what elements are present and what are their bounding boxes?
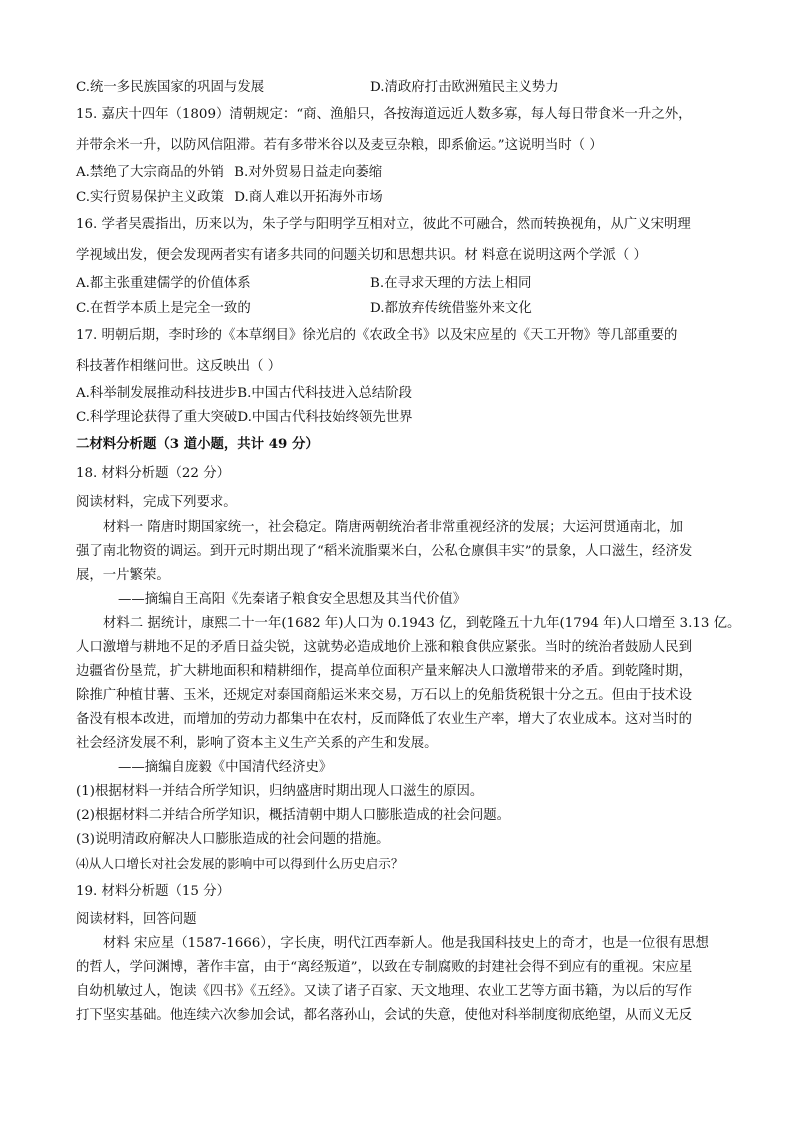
q16-option-b[interactable]: B.在寻求天理的方法上相同 <box>370 276 532 291</box>
q18-material1-line3: 展，一片繁荣。 <box>76 568 170 583</box>
section-heading: 二材料分析题（3 道小题，共计 49 分） <box>76 436 319 452</box>
q15-stem-line2: 并带余米一升，以防风信阻滞。若有多带米谷以及麦豆杂粮，即系偷运。”这说明当时（ ） <box>76 138 603 153</box>
q18-subquestion-4: ⑷从人口增长对社会发展的影响中可以得到什么历史启示？ <box>76 856 404 871</box>
q16-stem-line2: 学视域出发，便会发现两者实有诸多共同的问题关切和思想共识。材 料意在说明这两个学派（ ） <box>76 248 647 263</box>
q18-material1-source: ——摘编自王高阳《先秦诸子粮食安全思想及其当代价值》 <box>118 592 467 607</box>
q14-option-d[interactable]: D.清政府打击欧洲殖民主义势力 <box>370 80 559 95</box>
q17-stem-line1: 17. 明朝后期，李时珍的《本草纲目》徐光启的《农政全书》以及宋应星的《天工开物》等几部重要的 <box>76 328 678 343</box>
q19-title: 19. 材料分析题（15 分） <box>76 884 230 899</box>
q19-material-line1: 材料 宋应星（1587-1666），字长庚，明代江西奉新人。他是我国科技史上的奇才，也是一位很有思想 <box>103 936 709 951</box>
q17-options-ab[interactable]: A.科举制发展推动科技进步B.中国古代科技进入总结阶段 <box>76 386 413 401</box>
q15-stem-line1: 15. 嘉庆十四年（1809）清朝规定：“商、渔船只，各按海道远近人数多寡，每人每日带食米一升之外， <box>76 107 692 122</box>
q15-options-row1 <box>76 164 382 182</box>
q15-option-b[interactable]: B.对外贸易日益走向萎缩 <box>234 165 383 180</box>
q18-material2-line4: 除推广种植甘薯、玉米，还规定对泰国商船运米来交易，万石以上的免船货税银十分之五。但由于技术设 <box>76 688 692 703</box>
q18-material2-line5: 备没有根本改进，而增加的劳动力都集中在农村，反而降低了农业生产率，增大了农业成本。这对当时的 <box>76 712 692 727</box>
q16-option-d[interactable]: D.都放弃传统借鉴外来文化 <box>370 301 532 316</box>
q15-option-a[interactable]: A.禁绝了大宗商品的外销 <box>76 165 224 180</box>
q18-instruction: 阅读材料，完成下列要求。 <box>76 495 237 510</box>
q18-material2-source: ——摘编自庞毅《中国清代经济史》 <box>118 760 333 775</box>
q19-material-line2: 的哲人，学问渊博，著作丰富，由于“离经叛道”，以致在专制腐败的封建社会得不到应有的重视。宋应星 <box>76 960 693 975</box>
q19-material-line3: 自幼机敏过人，饱读《四书》《五经》。又读了诸子百家、天文地理、农业工艺等方面书籍，为以后的写作 <box>76 984 692 999</box>
q16-option-a[interactable]: A.都主张重建儒学的价值体系 <box>76 276 251 291</box>
q15-option-c[interactable]: C.实行贸易保护主义政策 <box>76 190 224 205</box>
q18-subquestion-1: (1)根据材料一并结合所学知识，归纳盛唐时期出现人口滋生的原因。 <box>76 784 484 799</box>
q18-material2-line3: 边疆省份垦荒，扩大耕地面积和精耕细作，提高单位面积产量来解决人口激增带来的矛盾。到乾隆时期， <box>76 664 692 679</box>
q19-material-line4: 打下坚实基础。他连续六次参加会试，都名落孙山，会试的失意，使他对科举制度彻底绝望，从而义无反 <box>76 1008 692 1023</box>
q18-title: 18. 材料分析题（22 分） <box>76 466 230 481</box>
q17-stem-line2: 科技著作相继问世。这反映出（ ） <box>76 359 282 374</box>
q18-subquestion-2: (2)根据材料二并结合所学知识，概括清朝中期人口膨胀造成的社会问题。 <box>76 808 511 823</box>
q18-material2-line1: 材料二 据统计，康熙二十一年(1682 年)人口为 0.1943 亿，到乾隆五十九年(1794 年)人口增至 3.13 亿。 <box>103 616 741 631</box>
q18-subquestion-3: (3)说明清政府解决人口膨胀造成的社会问题的措施。 <box>76 832 390 847</box>
q15-option-d[interactable]: D.商人难以开拓海外市场 <box>234 190 383 205</box>
q18-material2-line2: 人口激增与耕地不足的矛盾日益尖锐，这就势必造成地价上涨和粮食供应紧张。当时的统治者鼓励人民到 <box>76 640 692 655</box>
q16-options-row2 <box>76 300 532 318</box>
q18-material1-line1: 材料一 隋唐时期国家统一，社会稳定。隋唐两朝统治者非常重视经济的发展；大运河贯通南北，加 <box>103 520 684 535</box>
q19-instruction: 阅读材料，回答问题 <box>76 912 197 927</box>
q16-option-c[interactable]: C.在哲学本质上是完全一致的 <box>76 301 251 316</box>
q16-options-row1 <box>76 275 532 293</box>
q18-material1-line2: 强了南北物资的调运。到开元时期出现了“稻米流脂粟米白，公私仓廪俱丰实”的景象，人口滋生，经济发 <box>76 544 693 559</box>
q14-options-row <box>76 79 559 97</box>
q18-material2-line6: 社会经济发展不利，影响了资本主义生产关系的产生和发展。 <box>76 736 438 751</box>
q16-stem-line1: 16. 学者吴震指出，历来以为，朱子学与阳明学互相对立，彼此不可融合，然而转换视角，从广义宋明理 <box>76 217 691 232</box>
q14-option-c[interactable]: C.统一多民族国家的巩固与发展 <box>76 80 265 95</box>
q15-options-row2 <box>76 189 383 207</box>
q17-options-cd[interactable]: C.科学理论获得了重大突破D.中国古代科技始终领先世界 <box>76 410 413 425</box>
